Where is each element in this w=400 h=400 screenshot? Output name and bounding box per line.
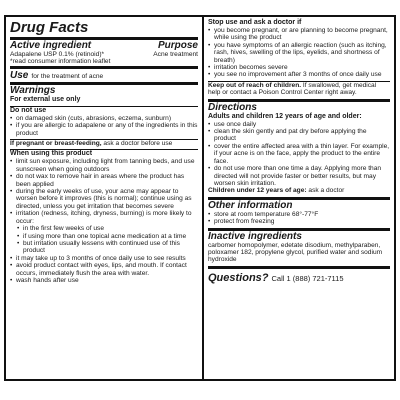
pregnancy-warning-text: ask a doctor before use [101,140,173,148]
pregnancy-warning [10,140,198,147]
inactive-ingredients-text: carbomer homopolymer, edetate disodium, methylparaben, poloxamer 182, propylene glycol, purified water and sodium hydroxide [208,241,383,264]
drug-facts-title: Drug Facts [10,19,89,36]
drug-facts-label [4,15,396,381]
external-use-text: For external use only [10,95,81,103]
list-item: • if you are allergic to adapalene or any of the ingredients in this product [10,122,198,137]
list-item: • wash hands after use [10,277,198,284]
keep-out-bold: Keep out of reach of children. [208,81,302,89]
list-item: • on damaged skin (cuts, abrasions, eczema, sunburn) [10,115,198,122]
use-section [10,69,198,82]
other-info-list [208,211,390,226]
questions-section [208,269,390,284]
list-item: • limit sun exposure, including light from tanning beds, and use sunscreen when going outdoors [10,158,198,173]
list-item: • use once daily [208,121,390,128]
inactive-ingredients-heading: Inactive ingredients [208,230,302,242]
list-item: • clean the skin gently and pat dry before applying the product [208,128,390,143]
stop-use-heading: Stop use and ask a doctor if [208,19,302,26]
pregnancy-warning-bold: If pregnant or breast-feeding, [10,140,102,148]
directions-children-bold: Children under 12 years of age: [208,187,307,195]
keep-out-text: If swallowed, get medical help or contact a Poison Control Center right away. [208,81,377,97]
when-using-more-list [10,255,198,285]
directions-list [208,121,390,188]
list-item: • store at room temperature 68°-77°F [208,211,390,218]
questions-phone: Call 1 (888) 721-7115 [271,273,344,283]
do-not-use-list [10,115,198,137]
warnings-heading: Warnings [10,84,56,96]
active-ingredient-name: Adapalene USP 0.1% (retinoid)* [10,51,105,58]
list-item: • in the first few weeks of use [10,225,198,232]
list-item: • it may take up to 3 months of once daily use to see results [10,255,198,262]
use-heading: Use [10,69,29,81]
active-ingredient-heading: Active ingredient [10,40,92,51]
directions-heading: Directions [208,101,257,113]
other-info-heading: Other information [208,199,293,211]
active-heading-row [10,40,198,51]
list-item: • irritation becomes severe [208,64,390,71]
keep-out-warning [208,82,390,97]
list-item: • you have symptoms of an allergic reaction (such as itching, rash, hives, swelling of the lips, eyelids, and shortness of breath) [208,42,390,64]
irritation-sublist [10,225,198,255]
use-text: for the treatment of acne [31,72,104,80]
when-using-heading: When using this product [10,150,93,158]
directions-adults-heading: Adults and children 12 years of age and older: [208,112,362,120]
list-item: • during the early weeks of use, your acne may appear to worsen before it improves (this is normal); continue using as directed, unless you get irritation that becomes severe [10,188,198,210]
left-column [6,17,204,379]
list-item: • but irritation usually lessens with continued use of this product [10,240,198,255]
when-using-list [10,158,198,225]
active-purpose: Acne treatment [153,51,198,58]
directions-children-text: ask a doctor [306,187,345,195]
active-ingredient-row [10,51,198,58]
list-item: • irritation (redness, itching, dryness, burning) is more likely to occur: [10,210,198,225]
purpose-heading: Purpose [157,40,198,51]
list-item: • you see no improvement after 3 months of once daily use [208,71,390,78]
list-item: • do not wax to remove hair in areas where the product has been applied [10,173,198,188]
active-ingredient-note: *read consumer information leaflet [10,58,111,66]
stop-use-list [208,27,390,79]
list-item: • you become pregnant, or are planning to become pregnant, while using the product [208,27,390,42]
list-item: • if using more than one topical acne medication at a time [10,233,198,240]
do-not-use-heading: Do not use [10,106,47,114]
right-column [204,17,394,379]
list-item: • do not use more than one time a day. Applying more than directed will not provide faster or better results, but may worsen skin irritation. [208,165,390,187]
list-item: • cover the entire affected area with a thin layer. For example, if your acne is on the face, apply the product to the entire face. [208,143,390,165]
directions-children [208,187,390,194]
questions-heading: Questions? [208,271,269,284]
list-item: • avoid product contact with eyes, lips, and mouth. If contact occurs, immediately flush the area with water. [10,262,198,277]
list-item: • protect from freezing [208,218,390,225]
